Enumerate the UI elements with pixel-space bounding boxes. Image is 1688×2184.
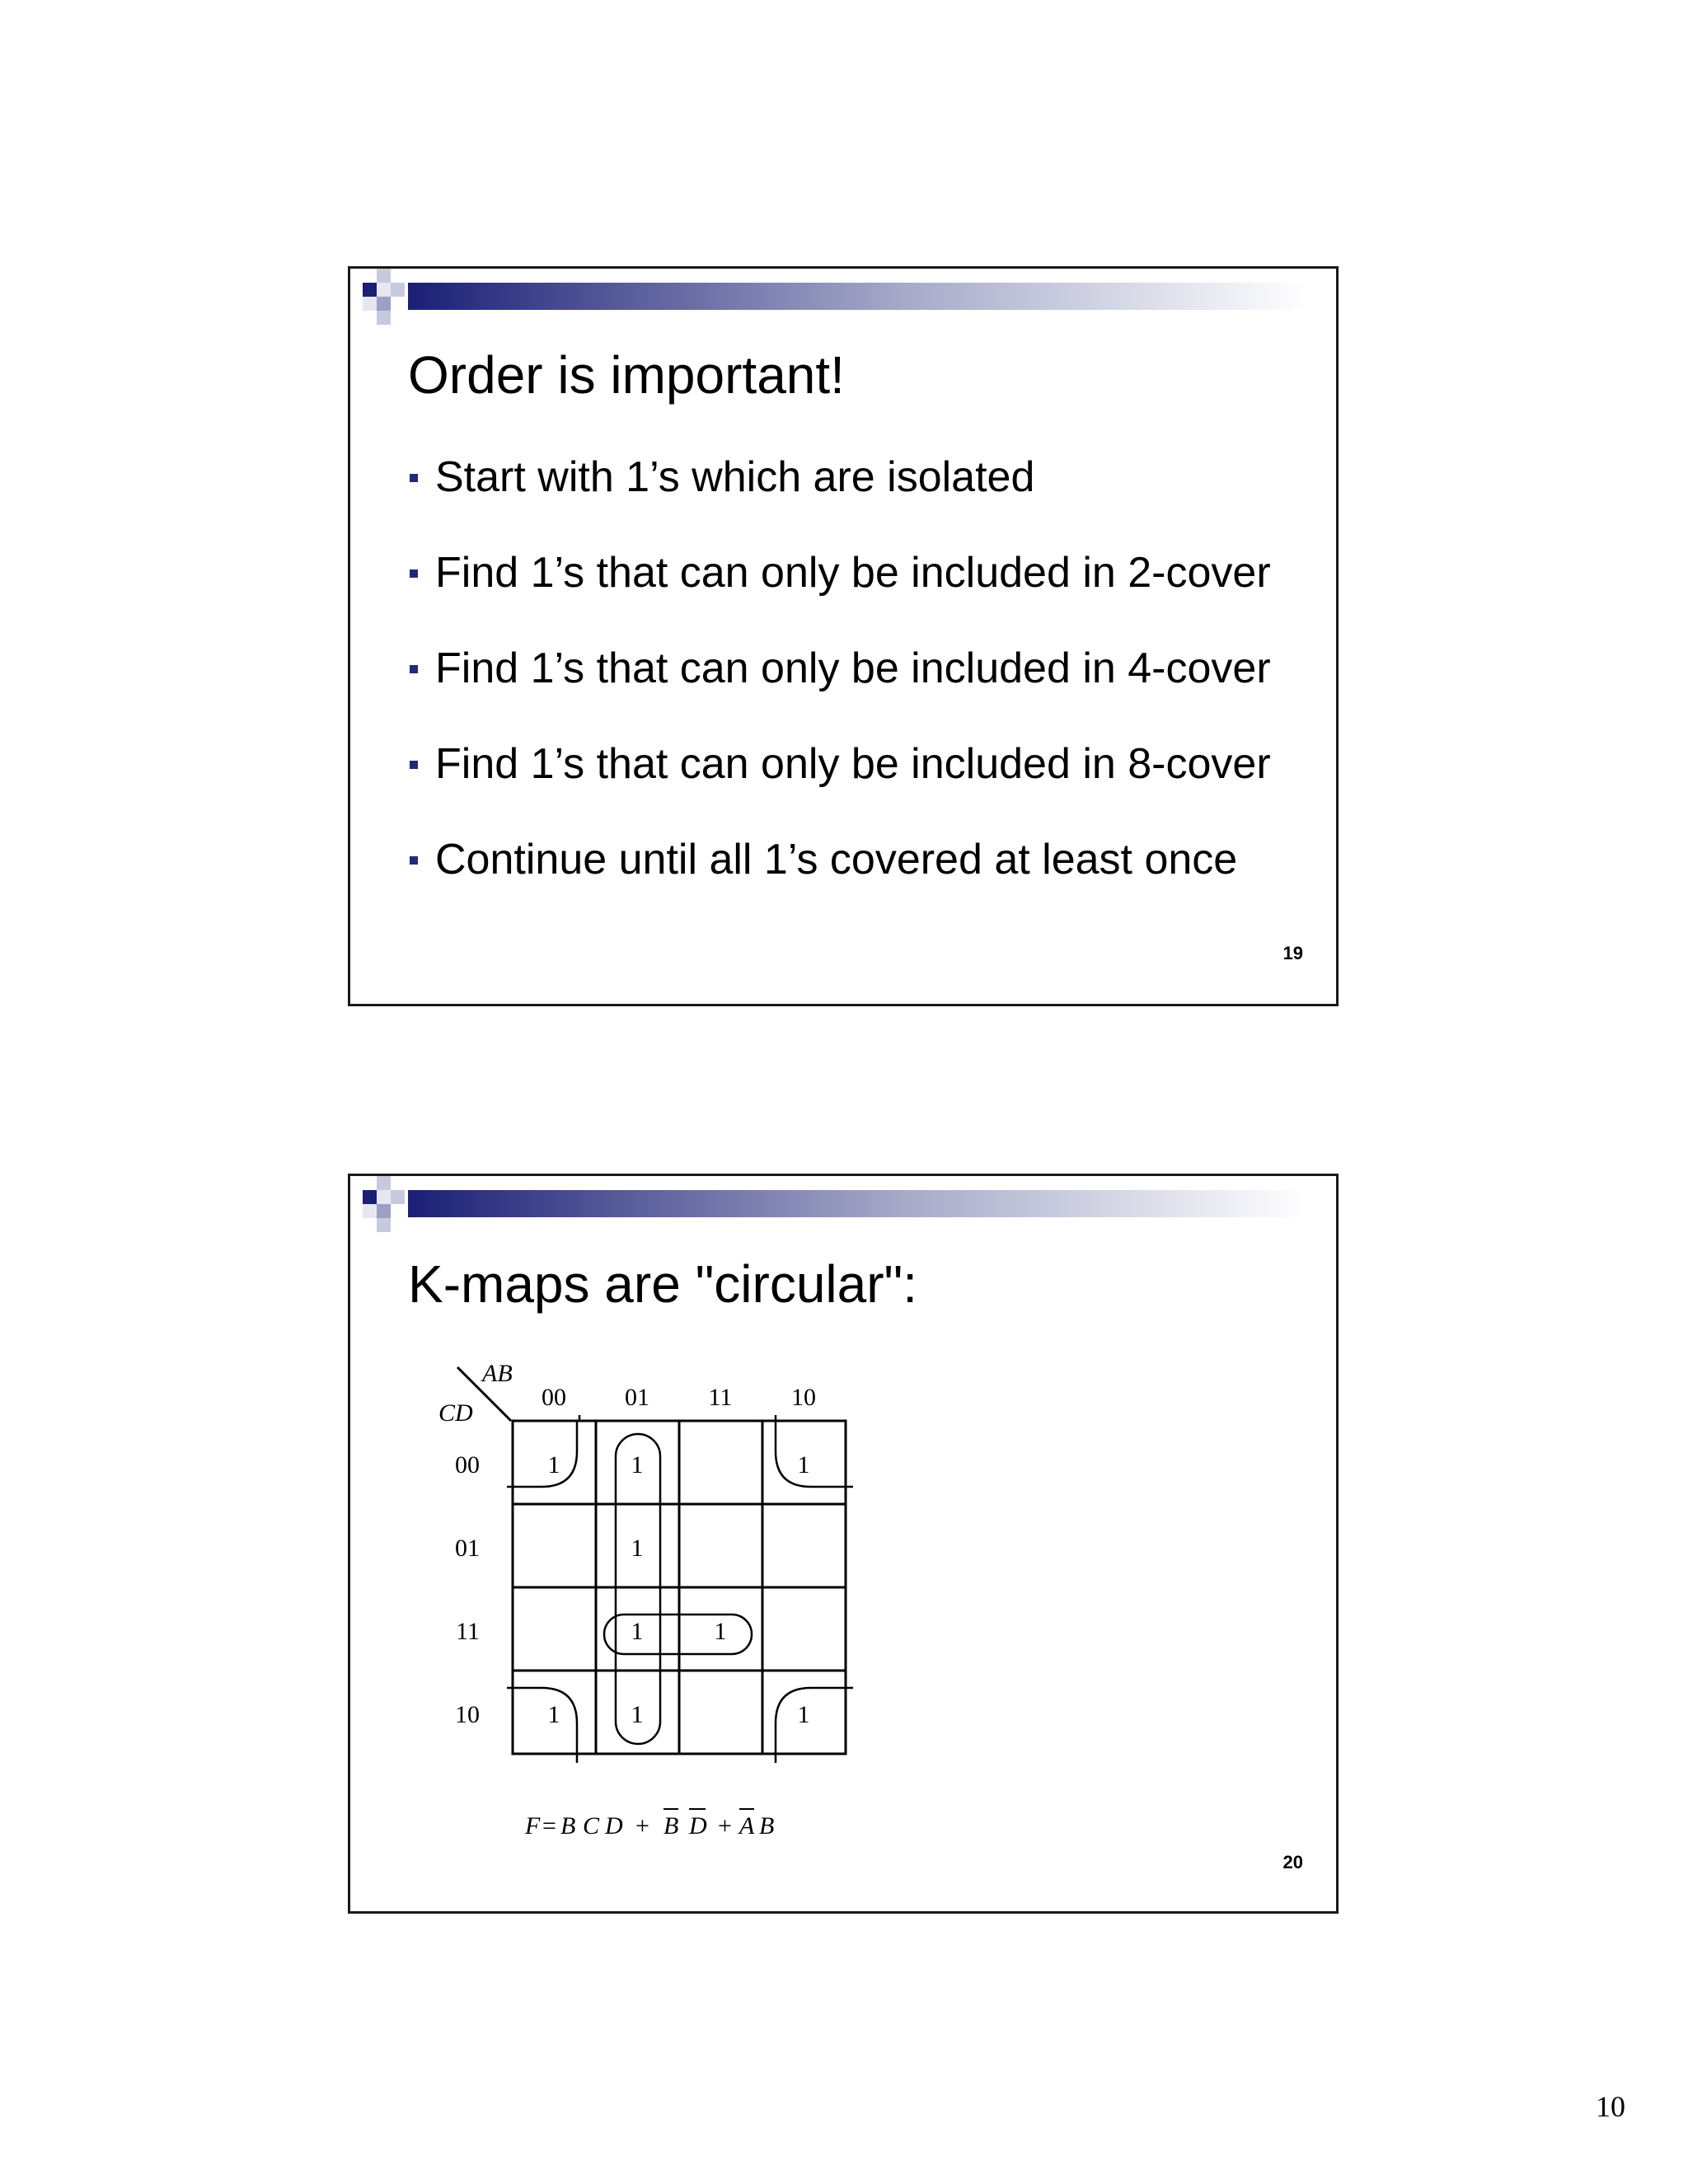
equation-plus: +	[718, 1812, 732, 1840]
equation-term: B	[560, 1812, 576, 1840]
equation-term: D	[689, 1812, 707, 1840]
kmap-grid	[513, 1421, 846, 1754]
slide-title: K-maps are "circular":	[408, 1254, 918, 1314]
kmap-group-column	[616, 1434, 660, 1744]
bullet-item: Find 1’s that can only be included in 4-cover	[408, 643, 1271, 738]
kmap-row-label: 11	[456, 1618, 480, 1645]
bullet-item: Continue until all 1’s covered at least once	[408, 834, 1271, 930]
slide-banner	[350, 269, 1336, 335]
slide-number: 19	[1282, 943, 1303, 963]
bullet-square-icon	[410, 665, 418, 673]
kmap-cell: 1	[547, 1451, 560, 1479]
bullet-item: Find 1’s that can only be included in 8-cover	[408, 738, 1271, 834]
karnaugh-map	[350, 1176, 1336, 1911]
equation-term: C	[583, 1812, 600, 1840]
kmap-cell: 1	[631, 1535, 644, 1562]
kmap-cell: 1	[714, 1618, 727, 1645]
equation-plus: +	[635, 1812, 649, 1840]
bullet-square-icon	[410, 569, 418, 578]
kmap-col-label: 01	[625, 1384, 649, 1411]
equation-term: B	[759, 1812, 775, 1840]
boolean-equation	[524, 1812, 774, 1840]
equation-term: B	[663, 1812, 679, 1840]
bullet-square-icon	[410, 761, 418, 769]
kmap-col-label: 00	[542, 1384, 566, 1411]
kmap-group-corner	[507, 1688, 577, 1763]
equation-equals: =	[542, 1812, 556, 1840]
kmap-group-corner	[776, 1688, 853, 1763]
bullet-item: Start with 1’s which are isolated	[408, 452, 1271, 547]
bullet-item: Find 1’s that can only be included in 2-cover	[408, 547, 1271, 643]
kmap-cell: 1	[547, 1701, 560, 1728]
equation-term: A	[739, 1812, 755, 1840]
kmap-cell: 1	[631, 1618, 644, 1645]
slide-19	[348, 266, 1339, 1006]
kmap-col-label: 11	[708, 1384, 733, 1411]
kmap-group-corner	[776, 1415, 853, 1487]
kmap-row-label: 00	[455, 1451, 480, 1479]
kmap-cell: 1	[797, 1451, 810, 1479]
kmap-group-corner	[507, 1421, 577, 1487]
equation-lhs: F	[525, 1812, 541, 1840]
kmap-row-variable: CD	[438, 1399, 473, 1427]
bullet-square-icon	[410, 856, 418, 865]
slide-title: Order is important!	[408, 345, 845, 405]
kmap-row-label: 10	[455, 1701, 480, 1728]
bullet-list	[408, 452, 1271, 930]
kmap-cell: 1	[631, 1701, 644, 1728]
kmap-col-label: 10	[791, 1384, 816, 1411]
kmap-col-variable: AB	[482, 1360, 513, 1387]
slide-20	[348, 1174, 1339, 1914]
equation-term: D	[605, 1812, 623, 1840]
kmap-cell: 1	[631, 1451, 644, 1479]
bullet-square-icon	[410, 474, 418, 482]
page-number: 10	[1596, 2090, 1625, 2123]
kmap-cell: 1	[797, 1701, 810, 1728]
kmap-row-label: 01	[455, 1535, 480, 1562]
slide-number: 20	[1282, 1852, 1303, 1872]
